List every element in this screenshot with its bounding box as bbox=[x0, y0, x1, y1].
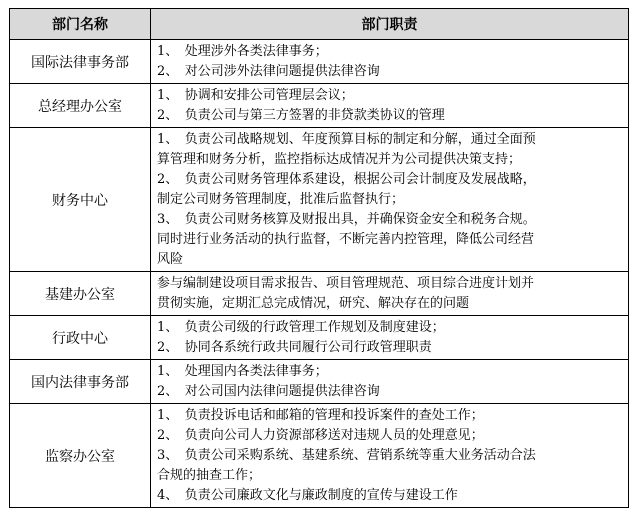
duty-line: 参与编制建设项目需求报告、项目管理规范、项目综合进度计划并 bbox=[157, 276, 535, 291]
duty-line: 1、 处理涉外各类法律事务； bbox=[157, 44, 328, 59]
duty-line: 风险 bbox=[157, 252, 184, 267]
table-row bbox=[10, 128, 629, 272]
department-table bbox=[9, 8, 629, 508]
department-duties-cell bbox=[151, 316, 629, 360]
duty-line: 3、 负责公司财务核算及财报出具，并确保资金安全和税务合规。 bbox=[157, 212, 536, 227]
department-duties-cell bbox=[151, 272, 629, 316]
table-row bbox=[10, 40, 629, 84]
header-row bbox=[10, 9, 629, 40]
duty-line: 2、 负责向公司人力资源部移送对违规人员的处理意见； bbox=[157, 428, 484, 443]
table-row bbox=[10, 84, 629, 128]
department-duties-cell bbox=[151, 404, 629, 508]
department-duties-cell bbox=[151, 360, 629, 404]
duty-line: 1、 负责公司级的行政管理工作规划及制度建设； bbox=[157, 320, 445, 335]
header-department-duties: 部门职责 bbox=[151, 9, 629, 40]
duty-line: 同时进行业务活动的执行监督，不断完善内控管理，降低公司经营 bbox=[157, 232, 535, 247]
department-name-cell: 总经理办公室 bbox=[10, 84, 151, 128]
department-name-cell: 监察办公室 bbox=[10, 404, 151, 508]
header-department-name: 部门名称 bbox=[10, 9, 151, 40]
duty-line: 2、 对公司国内法律问题提供法律咨询 bbox=[157, 384, 380, 399]
duty-line: 贯彻实施，定期汇总完成情况，研究、解决存在的问题 bbox=[157, 296, 470, 311]
department-duties-cell bbox=[151, 40, 629, 84]
duty-line: 2、 协同各系统行政共同履行公司行政管理职责 bbox=[157, 340, 432, 355]
duty-line: 1、 负责公司战略规划、年度预算目标的制定和分解，通过全面预 bbox=[157, 132, 536, 147]
department-duties-cell bbox=[151, 128, 629, 272]
department-name-cell: 基建办公室 bbox=[10, 272, 151, 316]
duty-line: 3、 负责公司采购系统、基建系统、营销系统等重大业务活动合法 bbox=[157, 448, 536, 463]
duty-line: 制定公司财务管理制度，批准后监督执行； bbox=[157, 192, 405, 207]
duty-line: 1、 负责投诉电话和邮箱的管理和投诉案件的查处工作； bbox=[157, 408, 484, 423]
duty-line: 1、 协调和安排公司管理层会议； bbox=[157, 88, 354, 103]
duty-line: 2、 对公司涉外法律问题提供法律咨询 bbox=[157, 64, 380, 79]
table-row bbox=[10, 316, 629, 360]
duty-line: 1、 处理国内各类法律事务； bbox=[157, 364, 328, 379]
department-duties-cell bbox=[151, 84, 629, 128]
duty-line: 4、 负责公司廉政文化与廉政制度的宣传与建设工作 bbox=[157, 488, 458, 503]
department-table-container bbox=[9, 8, 629, 508]
department-name-cell: 财务中心 bbox=[10, 128, 151, 272]
duty-line: 合规的抽查工作； bbox=[157, 468, 262, 483]
table-row bbox=[10, 404, 629, 508]
department-name-cell: 国内法律事务部 bbox=[10, 360, 151, 404]
department-name-cell: 行政中心 bbox=[10, 316, 151, 360]
duty-line: 2、 负责公司财务管理体系建设，根据公司会计制度及发展战略， bbox=[157, 172, 536, 187]
duty-line: 2、 负责公司与第三方签署的非贷款类协议的管理 bbox=[157, 108, 445, 123]
table-row bbox=[10, 360, 629, 404]
table-row bbox=[10, 272, 629, 316]
duty-line: 算管理和财务分析，监控指标达成情况并为公司提供决策支持； bbox=[157, 152, 522, 167]
department-name-cell: 国际法律事务部 bbox=[10, 40, 151, 84]
table-body bbox=[10, 40, 629, 508]
